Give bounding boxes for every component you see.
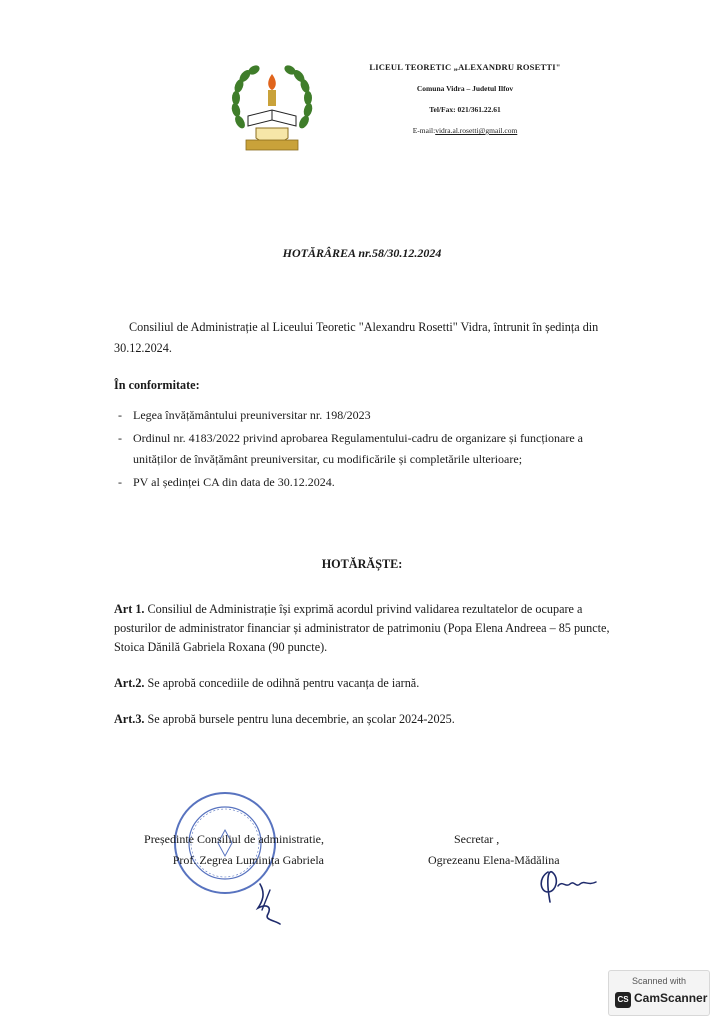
email-label: E-mail:: [412, 126, 436, 135]
list-item: - Ordinul nr. 4183/2022 privind aprobarea Regulamentului-cadru de organizare și funcționare a unităților de învățământ preuniversitar, cu modificările și completările ulterioare;: [114, 428, 624, 470]
article-label: Art.3.: [114, 712, 145, 726]
school-crest-icon: [226, 60, 318, 152]
president-name: Prof. Zegrea Luminița Gabriela: [172, 853, 324, 867]
president-signature-block: [114, 829, 324, 871]
conformity-list: [114, 405, 624, 495]
article-3: [114, 710, 624, 729]
article-text: Consiliul de Administrație își exprimă acordul privind validarea rezultatelor de ocupare a posturilor de administrator financiar și administrator de patrimoniu (Popa Elena Andreea – 85 puncte, Stoica Dănilă Gabriela Roxana (90 puncte).: [114, 602, 610, 654]
article-text: Se aprobă concediile de odihnă pentru vacanța de iarnă.: [144, 676, 420, 690]
secretary-name: Ogrezeanu Elena-Mădălina: [428, 853, 560, 867]
president-signature-icon: [252, 880, 292, 930]
decides-heading: HOTĂRĂȘTE:: [321, 557, 403, 571]
scanner-brand: CamScanner: [634, 991, 708, 1005]
intro-paragraph: Consiliul de Administrație al Liceului Teoretic "Alexandru Rosetti" Vidra, întrunit în ședința din 30.12.2024.: [114, 320, 599, 355]
article-label: Art 1.: [114, 602, 145, 616]
secretary-role: Secretar ,: [454, 832, 500, 846]
camscanner-icon: CS: [615, 992, 631, 1008]
conformity-heading: În conformitate:: [114, 378, 200, 392]
school-phone: Tel/Fax: 021/361.22.61: [429, 105, 501, 114]
article-1: [114, 600, 624, 657]
scanner-caption: Scanned with: [631, 976, 687, 986]
secretary-signature-icon: [536, 862, 600, 906]
school-email-line: [340, 126, 590, 135]
article-text: Se aprobă bursele pentru luna decembrie, an școlar 2024-2025.: [144, 712, 455, 726]
list-item: - Legea învățământului preuniversitar nr. 198/2023: [114, 405, 624, 426]
decision-title: HOTĂRÂREA nr.58/30.12.2024: [282, 246, 442, 260]
article-2: [114, 674, 624, 693]
school-header: [340, 56, 590, 135]
camscanner-badge: [608, 970, 710, 1016]
school-name: LICEUL TEORETIC „ALEXANDRU ROSETTI": [369, 62, 561, 72]
article-label: Art.2.: [114, 676, 145, 690]
list-item: - PV al ședinței CA din data de 30.12.2024.: [114, 472, 624, 493]
president-role: Președinte Consiliul de administratie,: [144, 832, 324, 846]
email-link[interactable]: vidra.al.rosetti@gmail.com: [435, 126, 518, 135]
school-address: Comuna Vidra – Judetul Ilfov: [416, 84, 514, 93]
